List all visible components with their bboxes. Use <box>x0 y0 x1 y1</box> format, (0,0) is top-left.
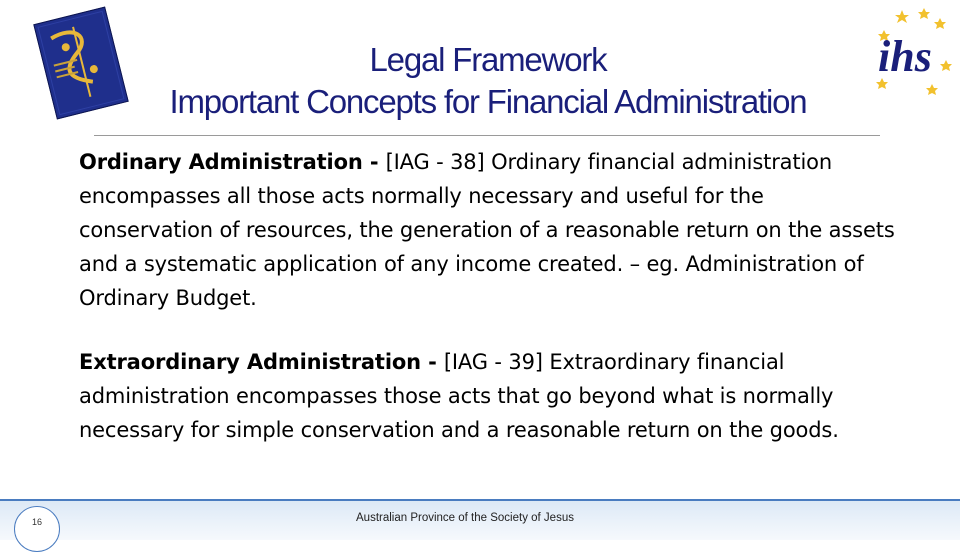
page-number-badge: 16 <box>14 506 60 552</box>
term-extraordinary-administration: Extraordinary Administration - <box>79 350 444 374</box>
term-ordinary-administration: Ordinary Administration - <box>79 150 386 174</box>
definition-ordinary-administration: [IAG - 38] Ordinary financial administration encompasses all those acts normally necessary and useful for the conservation of resources, the generation of a reasonable return on the assets and a systematic application of any income created. – eg. Administration of Ordinary Budget. <box>79 150 895 310</box>
logo-text: ihs <box>878 32 932 81</box>
paragraph-ordinary-administration <box>79 145 899 315</box>
definition-extraordinary-administration: [IAG - 39] Extraordinary financial administration encompasses those acts that go beyond what is normally necessary for simple conservation and a reasonable return on the goods. <box>79 350 839 442</box>
title-line-2: Important Concepts for Financial Administration <box>169 83 807 120</box>
title-line-1: Legal Framework <box>369 41 607 78</box>
paragraph-extraordinary-administration <box>79 345 899 447</box>
title-divider <box>94 135 880 136</box>
ihs-stars-logo <box>872 6 954 98</box>
footer-text: Australian Province of the Society of Jesus <box>356 512 574 524</box>
